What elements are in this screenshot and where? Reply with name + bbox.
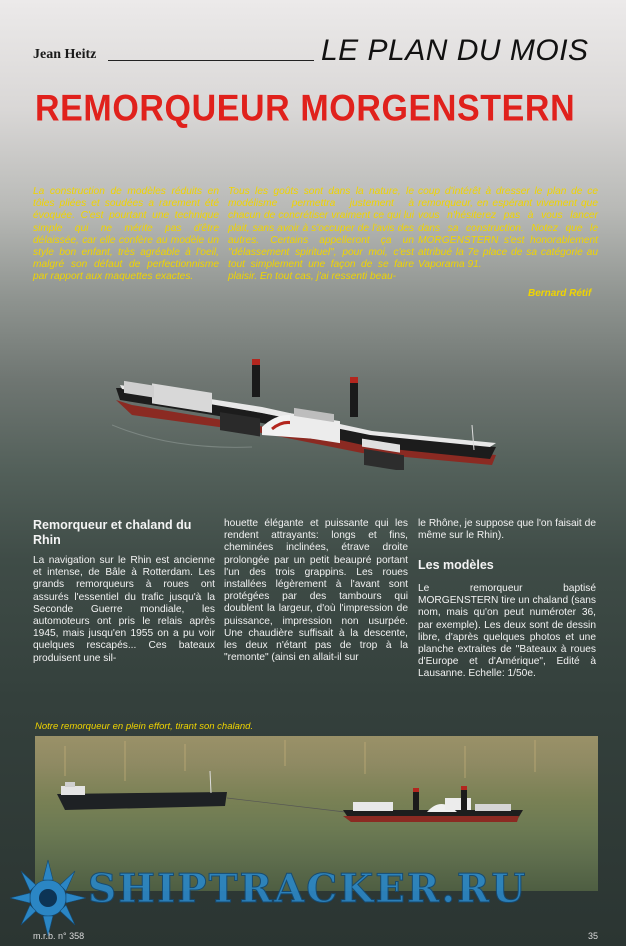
watermark-text: SHIPTRACKER.RU (88, 866, 528, 912)
article-headline: REMORQUEUR MORGENSTERN (35, 88, 576, 130)
article-column-3a: le Rhône, je suppose que l'on faisait de même sur le Rhin). (418, 518, 596, 542)
photo-caption: Notre remorqueur en plein effort, tirant son chaland. (35, 721, 254, 732)
article-column-3b: Le remorqueur baptisé MORGENSTERN tire un chaland (sans nom, mais qu'on peut numéroter 36, par exemple). Les deux sont de dessin libre, d'après quelques photos et une planche extraites de "Bateaux à roues d'Europe et d'Amérique", Edité à Lausanne. Echelle: 1/50e. (418, 583, 596, 680)
intro-column-2: Tous les goûts sont dans la nature, le modélisme permettra justement à chacun de concrétiser vraiment ce qui lui plait, sans avoir à s'occuper de l'avis des autres. Certains appelleront ça un "délassement spirituel", pour moi, c'est tout simplement une façon de se faire plaisir. En tout cas, j'ai ressenti beau- (228, 186, 414, 283)
section-title: LE PLAN DU MOIS (321, 34, 589, 67)
intro-column-1: La construction de modèles réduits en tôles pliées et soudées a rarement été évoquée. C'est pourtant une technique simple qui ne mérite pas d'être délaissée, car elle confère au modèle un style bon enfant, très agréable à l'oeil, malgré son défaut de perfectionnisme par rapport aux maquettes exactes. (33, 186, 219, 283)
article-column-2: houette élégante et puissante qui les rendent attrayants: longs et fins, cheminées inclinées, étrave droite prolongée par un petit beaupré portant l'un des trois grappins. Les roues installées légèrement à l'avant sont protégées par des tambours qui doublent la largeur, d'où l'impression de puissance, impression non usurpée. Une chaudière suffisait à la descente, les deux n'étant pas de trop à la "remonte" (ainsi en allait-il sur (224, 518, 408, 664)
intro-column-3: coup d'intérêt à dresser le plan de ce remorqueur, en espérant vivement que vous n'hésiterez pas à vous lancer dans sa construction. Notez que le MORGENSTERN s'est honorablement attribué la 7e place de sa catégorie au Vaporama 91. (418, 186, 598, 271)
watermark-logo-icon (6, 858, 92, 938)
page-number: 35 (588, 931, 599, 941)
intro-signature: Bernard Rétif (528, 288, 592, 299)
author-name: Jean Heitz (33, 47, 97, 62)
tugboat-image (112, 355, 504, 470)
article-column-1: La navigation sur le Rhin est ancienne et intense, de Bâle à Rotterdam. Les grands remorqueurs à roues ont assurés l'essentiel du trafic jusqu'à la Seconde Guerre mondiale, les automoteurs ont pris le relais après 1945, mais jusqu'en 1955 on a pu voir quelques rescapés... Ces bateaux produisent une sil- (33, 555, 215, 664)
subhead-modeles: Les modèles (418, 558, 494, 572)
subhead-rhin: Remorqueur et chaland du Rhin (33, 518, 192, 547)
footer-issue: m.r.b. n° 358 (33, 931, 85, 941)
header-rule (108, 60, 314, 61)
